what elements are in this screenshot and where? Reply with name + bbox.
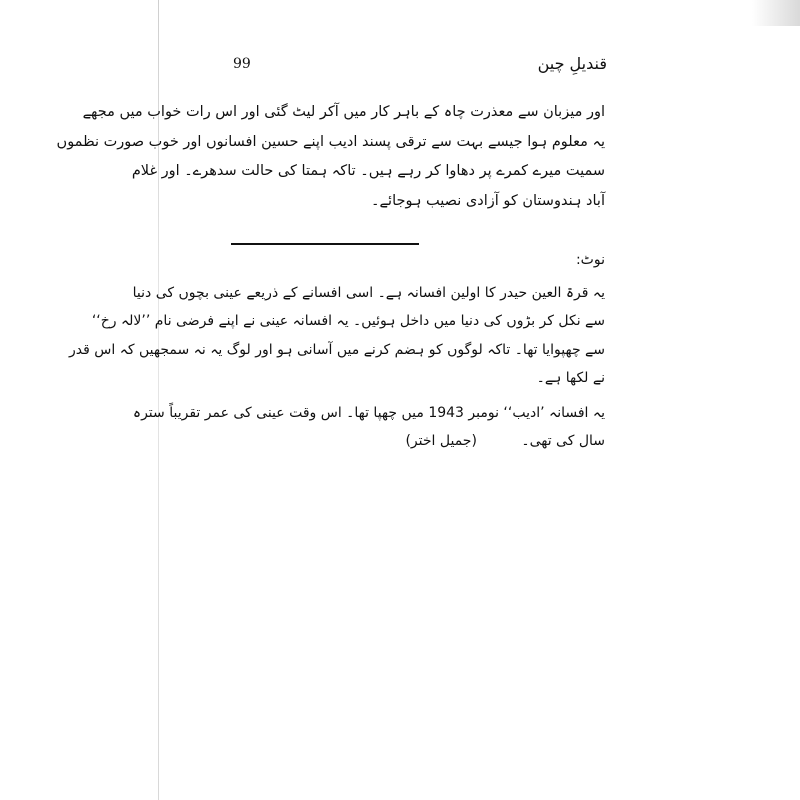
footnote-separator-rule xyxy=(231,243,419,245)
body-line: اور میزبان سے معذرت چاہ کے باہر کار میں آکر لیٹ گئی اور اس رات خواب میں مجھے xyxy=(82,104,605,120)
page-header xyxy=(185,56,625,86)
footnote-line: نے لکھا ہے۔ xyxy=(536,370,605,386)
body-paragraph xyxy=(56,98,605,216)
page-number: 99 xyxy=(233,56,251,72)
footnote-line: سے چھپوایا تھا۔ تاکہ لوگوں کو ہضم کرنے میں آسانی ہو اور لوگ یہ نہ سمجھیں کہ اس قدر xyxy=(69,341,605,358)
running-title: قندیلِ چین xyxy=(537,54,607,73)
footnote-line xyxy=(227,427,605,456)
footnote-line-text: سال کی تھی۔ xyxy=(521,433,605,449)
page-corner-shadow xyxy=(752,0,800,26)
footnote-line: یہ افسانہ ’ادیب‘‘ نومبر 1943 میں چھپا تھا۔ اس وقت عینی کی عمر تقریباً سترہ xyxy=(132,404,605,421)
footnote-line: سے نکل کر بڑوں کی دنیا میں داخل ہوئیں۔ یہ افسانہ عینی نے اپنے فرضی نام ’’لالہ رخ‘‘ xyxy=(91,313,605,329)
body-line: آباد ہندوستان کو آزادی نصیب ہوجائے۔ xyxy=(371,192,605,209)
footnote-credit: (جمیل اختر) xyxy=(405,433,477,449)
body-line: یہ معلوم ہوا جیسے بہت سے ترقی پسند ادیب اپنے حسین افسانوں اور خوب صورت نظموں xyxy=(56,133,605,150)
footnote xyxy=(69,246,605,456)
book-page xyxy=(56,40,625,760)
footnote-label: نوٹ: xyxy=(575,252,605,268)
footnote-line: یہ قرۃ العین حیدر کا اولین افسانہ ہے۔ اسی افسانے کے ذریعے عینی بچوں کی دنیا xyxy=(132,284,605,301)
body-line: سمیت میرے کمرے پر دھاوا کر رہے ہیں۔ تاکہ ہمتا کی حالت سدھرے۔ اور غلام xyxy=(131,163,605,179)
